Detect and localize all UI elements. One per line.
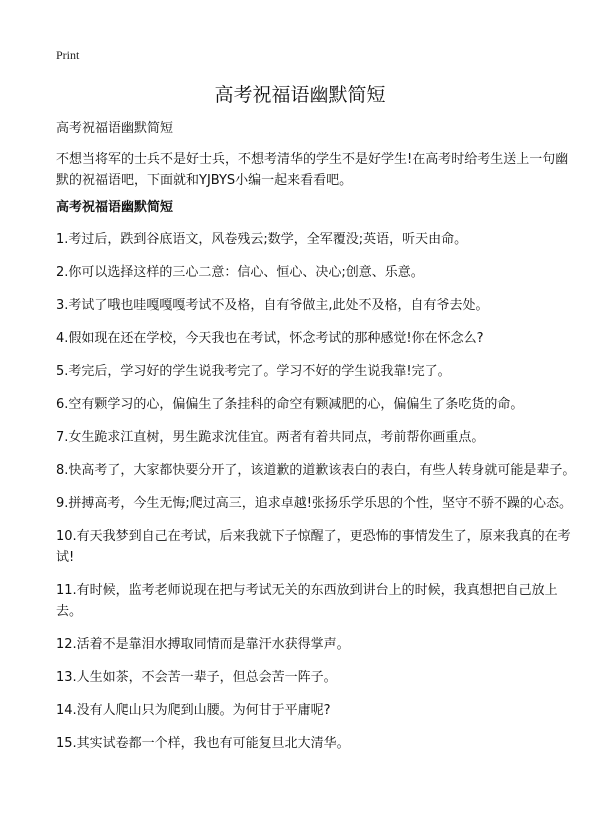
list-item: 8.快高考了，大家都快要分开了，该道歉的道歉该表白的表白，有些人转身就可能是辈子。	[56, 463, 576, 478]
list-item: 14.没有人爬山只为爬到山腰。为何甘于平庸呢?	[56, 703, 331, 718]
intro-paragraph: 不想当将军的士兵不是好士兵，不想考清华的学生不是好学生!在高考时给考生送上一句幽默的祝福语吧，下面就和YJBYS小编一起来看看吧。	[56, 152, 569, 188]
list-item: 1.考过后，跌到谷底语文，风卷残云;数学，全军覆没;英语，听天由命。	[56, 232, 468, 247]
list-item: 11.有时候，监考老师说现在把与考试无关的东西放到讲台上的时候，我真想把自己放上去。	[56, 583, 558, 619]
list-item: 10.有天我梦到自己在考试，后来我就下子惊醒了，更恐怖的事情发生了，原来我真的在考试!	[56, 529, 571, 565]
list-item: 12.活着不是靠泪水搏取同情而是靠汗水获得掌声。	[56, 637, 350, 652]
list-item: 2.你可以选择这样的三心二意：信心、恒心、决心;创意、乐意。	[56, 265, 424, 280]
list-item: 7.女生跪求江直树，男生跪求沈佳宜。两者有着共同点，考前帮你画重点。	[56, 430, 485, 445]
page-subtitle: 高考祝福语幽默简短	[56, 121, 174, 136]
list-item: 5.考完后，学习好的学生说我考完了。学习不好的学生说我靠!完了。	[56, 364, 451, 379]
section-heading: 高考祝福语幽默简短	[56, 200, 174, 215]
list-item: 13.人生如茶，不会苦一辈子，但总会苦一阵子。	[56, 670, 337, 685]
list-item: 3.考试了哦也哇嘎嘎嘎考试不及格，自有爷做主,此处不及格，自有爷去处。	[56, 298, 489, 313]
list-item: 6.空有颗学习的心，偏偏生了条挂科的命空有颗减肥的心，偏偏生了条吃货的命。	[56, 397, 524, 412]
list-item: 9.拼搏高考，今生无悔;爬过高三，追求卓越!张扬乐学乐思的个性，坚守不骄不躁的心态。	[56, 496, 572, 511]
blessing-list	[56, 229, 576, 766]
list-item: 15.其实试卷都一个样，我也有可能复旦北大清华。	[56, 736, 350, 751]
page-title: 高考祝福语幽默简短	[214, 84, 386, 106]
print-label: Print	[56, 48, 80, 62]
list-item: 4.假如现在还在学校，今天我也在考试，怀念考试的那种感觉!你在怀念么?	[56, 331, 484, 346]
